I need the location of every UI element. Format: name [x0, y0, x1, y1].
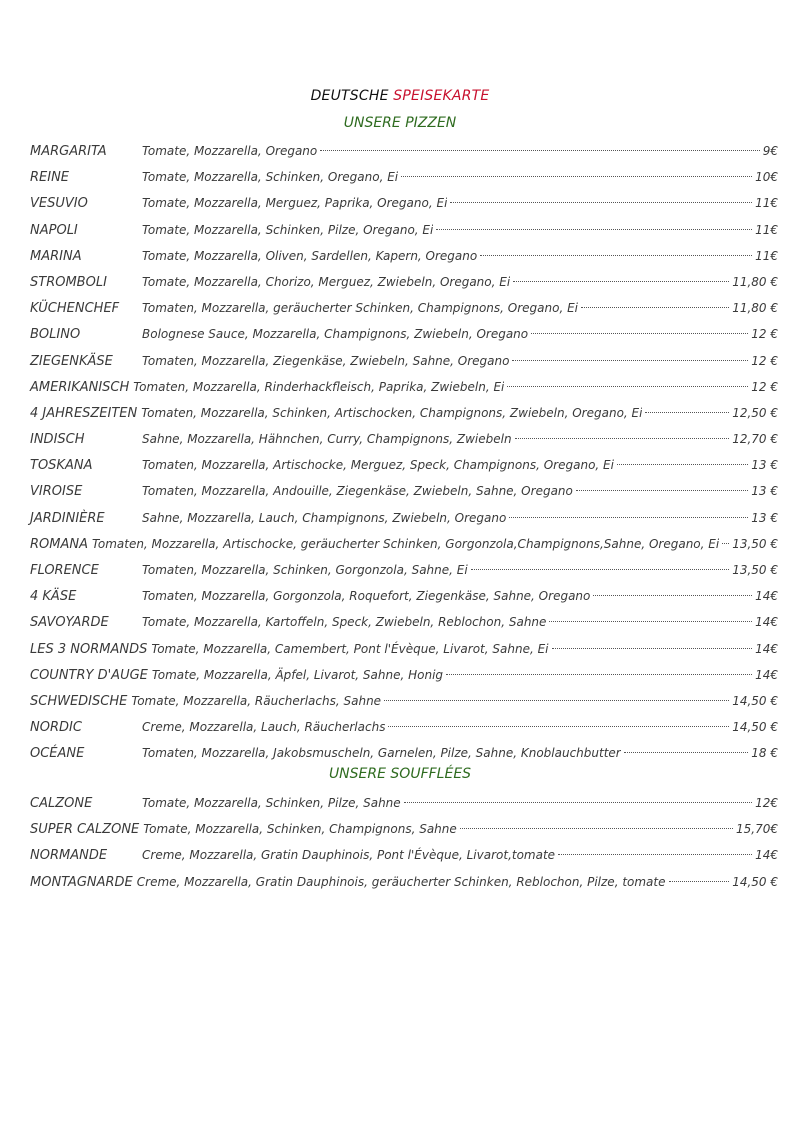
menu-item-description: Tomate, Mozzarella, Oliven, Sardellen, Kapern, Oregano — [142, 248, 478, 263]
dot-leader — [722, 543, 729, 544]
menu-item-price: 11,80 € — [732, 274, 778, 289]
menu-item-price: 12 € — [751, 379, 778, 394]
menu-item-description: Tomaten, Mozzarella, geräucherter Schinken, Champignons, Oregano, Ei — [142, 301, 578, 316]
menu-item-description: Sahne, Mozzarella, Hähnchen, Curry, Champignons, Zwiebeln — [142, 432, 512, 447]
menu-item — [30, 138, 778, 164]
menu-item-name: NORDIC — [30, 720, 82, 736]
menu-item-description: Tomate, Mozzarella, Kartoffeln, Speck, Zwiebeln, Reblochon, Sahne — [142, 615, 547, 630]
menu-item-price: 18 € — [751, 746, 778, 761]
menu-item-name: ROMANA — [30, 536, 88, 552]
dot-leader — [617, 464, 748, 465]
menu-item-name: MARINA — [30, 248, 82, 264]
dot-leader — [436, 229, 752, 230]
menu-item-name: SUPER CALZONE — [30, 822, 140, 838]
dot-leader — [549, 621, 752, 622]
menu-item — [30, 842, 778, 868]
menu-item — [30, 190, 778, 216]
menu-item — [30, 400, 778, 426]
menu-item-description: Tomaten, Mozzarella, Gorgonzola, Roquefort, Ziegenkäse, Sahne, Oregano — [142, 589, 591, 604]
menu-item — [30, 790, 778, 816]
menu-item — [30, 869, 778, 895]
menu-item — [30, 269, 778, 295]
menu-item-name: MARGARITA — [30, 144, 107, 159]
menu-item-price: 13 € — [751, 484, 778, 499]
menu-item-price: 12,50 € — [732, 405, 778, 420]
menu-item — [30, 243, 778, 269]
menu-item-price: 14€ — [755, 589, 778, 604]
dot-leader — [401, 176, 752, 177]
dot-leader — [558, 854, 752, 855]
menu-item-description: Tomaten, Mozzarella, Andouille, Ziegenkäse, Zwiebeln, Sahne, Oregano — [142, 484, 573, 499]
dot-leader — [515, 438, 730, 439]
dot-leader — [669, 881, 730, 882]
menu-item-price: 9€ — [762, 144, 778, 158]
dot-leader — [384, 700, 729, 701]
menu-item — [30, 452, 778, 478]
menu-item-name: SAVOYARDE — [30, 615, 109, 631]
menu-item-description: Creme, Mozzarella, Gratin Dauphinois, Pont l'Évèque, Livarot,tomate — [142, 848, 556, 863]
menu-item-name: 4 KÄSE — [30, 589, 77, 605]
menu-item — [30, 505, 778, 531]
menu-item — [30, 557, 778, 583]
menu-item-price: 14€ — [755, 641, 778, 656]
menu-item-description: Tomaten, Mozzarella, Artischocke, geräucherter Schinken, Gorgonzola,Champignons,Sahne, Oregano, Ei — [92, 536, 720, 551]
menu-item-name: NORMANDE — [30, 848, 108, 864]
menu-item — [30, 714, 778, 740]
dot-leader — [446, 674, 752, 675]
menu-item-description: Tomate, Mozzarella, Merguez, Paprika, Oregano, Ei — [142, 196, 448, 211]
menu-item-name: FLORENCE — [30, 563, 99, 578]
menu-item-description: Creme, Mozzarella, Gratin Dauphinois, geräucherter Schinken, Reblochon, Pilze, tomate — [136, 874, 666, 889]
menu-item-price: 12 € — [751, 327, 778, 342]
menu-item-price: 13,50 € — [732, 536, 778, 551]
dot-leader — [531, 333, 748, 334]
dot-leader — [576, 490, 748, 491]
menu-item-price: 12€ — [755, 796, 778, 810]
pizza-list — [30, 138, 778, 767]
menu-item — [30, 609, 778, 635]
menu-item-price: 15,70€ — [736, 822, 778, 837]
menu-item-description: Tomate, Mozzarella, Schinken, Pilze, Oregano, Ei — [142, 222, 434, 237]
menu-item-name: INDISCH — [30, 432, 85, 448]
menu-item-description: Tomate, Mozzarella, Oregano — [142, 144, 318, 158]
menu-item-price: 14,50 € — [732, 874, 778, 889]
menu-item — [30, 688, 778, 714]
menu-item-name: TOSKANA — [30, 458, 93, 474]
menu-item-description: Sahne, Mozzarella, Lauch, Champignons, Zwiebeln, Oregano — [142, 510, 507, 525]
menu-item — [30, 583, 778, 609]
menu-item-name: ZIEGENKÄSE — [30, 353, 113, 369]
menu-item — [30, 295, 778, 321]
title-accent: SPEISEKARTE — [393, 88, 490, 104]
menu-item-price: 13,50 € — [732, 563, 778, 577]
menu-item — [30, 321, 778, 347]
menu-item-description: Bolognese Sauce, Mozzarella, Champignons, Zwiebeln, Oregano — [142, 327, 529, 342]
dot-leader — [404, 802, 752, 803]
dot-leader — [460, 828, 733, 829]
section-heading-souffles: UNSERE SOUFFLÉES — [328, 766, 472, 782]
menu-item — [30, 636, 778, 662]
menu-item-description: Tomaten, Mozzarella, Artischocke, Merguez, Speck, Champignons, Oregano, Ei — [142, 458, 614, 473]
menu-item-name: 4 JAHRESZEITEN — [30, 405, 138, 421]
dot-leader — [512, 360, 748, 361]
menu-item-name: OCÉANE — [30, 746, 85, 762]
menu-item-description: Tomate, Mozzarella, Camembert, Pont l'Évèque, Livarot, Sahne, Ei — [151, 641, 549, 656]
menu-item-price: 12 € — [751, 353, 778, 368]
menu-item-price: 13 € — [751, 510, 778, 525]
menu-item — [30, 531, 778, 557]
menu-item — [30, 348, 778, 374]
menu-item-price: 11€ — [755, 248, 778, 263]
menu-item-price: 11,80 € — [732, 301, 778, 316]
menu-item-price: 14€ — [755, 848, 778, 863]
dot-leader — [320, 150, 759, 151]
menu-item-description: Tomate, Mozzarella, Chorizo, Merguez, Zwiebeln, Oregano, Ei — [142, 274, 511, 289]
menu-item-name: VIROISE — [30, 484, 83, 500]
menu-item-name: REINE — [30, 170, 70, 186]
menu-item-description: Creme, Mozzarella, Lauch, Räucherlachs — [142, 720, 386, 735]
menu-item-name: VESUVIO — [30, 196, 88, 212]
dot-leader — [507, 386, 748, 387]
dot-leader — [513, 281, 729, 282]
menu-item-name: JARDINIÈRE — [30, 510, 105, 526]
menu-item-price: 14,50 € — [732, 720, 778, 735]
dot-leader — [581, 307, 729, 308]
dot-leader — [624, 752, 749, 753]
menu-item-name: STROMBOLI — [30, 274, 107, 290]
menu-item-description: Tomaten, Mozzarella, Ziegenkäse, Zwiebeln, Sahne, Oregano — [142, 353, 510, 368]
menu-item-price: 14€ — [755, 667, 778, 682]
dot-leader — [509, 517, 748, 518]
menu-item-name: LES 3 NORMANDS — [30, 641, 148, 657]
menu-item — [30, 740, 778, 766]
menu-item — [30, 217, 778, 243]
menu-item-name: AMERIKANISCH — [30, 379, 130, 395]
menu-item-price: 11€ — [755, 222, 778, 237]
dot-leader — [471, 569, 729, 570]
menu-item — [30, 478, 778, 504]
menu-item-description: Tomate, Mozzarella, Äpfel, Livarot, Sahne, Honig — [151, 667, 444, 682]
section-heading-pizzen: UNSERE PIZZEN — [343, 115, 457, 131]
menu-item — [30, 816, 778, 842]
menu-item-description: Tomate, Mozzarella, Schinken, Pilze, Sahne — [142, 796, 401, 810]
menu-item-description: Tomaten, Mozzarella, Schinken, Artischocken, Champignons, Zwiebeln, Oregano, Ei — [141, 405, 643, 420]
menu-item — [30, 164, 778, 190]
menu-item-name: CALZONE — [30, 796, 93, 811]
menu-item-description: Tomate, Mozzarella, Räucherlachs, Sahne — [131, 693, 382, 708]
souffle-list — [30, 790, 778, 895]
menu-item-description: Tomaten, Mozzarella, Rinderhackfleisch, Paprika, Zwiebeln, Ei — [133, 379, 505, 394]
page-title — [0, 88, 800, 104]
menu-item-name: SCHWEDISCHE — [30, 693, 128, 709]
dot-leader — [645, 412, 729, 413]
dot-leader — [480, 255, 752, 256]
menu-item-price: 10€ — [755, 170, 778, 185]
menu-item-name: MONTAGNARDE — [30, 874, 133, 890]
dot-leader — [593, 595, 752, 596]
dot-leader — [552, 648, 753, 649]
menu-item-description: Tomate, Mozzarella, Schinken, Champignons, Sahne — [143, 822, 457, 837]
dot-leader — [388, 726, 729, 727]
menu-item-name: NAPOLI — [30, 222, 78, 238]
menu-item-name: BOLINO — [30, 327, 81, 343]
menu-item-description: Tomaten, Mozzarella, Jakobsmuscheln, Garnelen, Pilze, Sahne, Knoblauchbutter — [142, 746, 621, 761]
title-main: DEUTSCHE — [310, 88, 389, 104]
menu-item — [30, 426, 778, 452]
menu-item-price: 14€ — [755, 615, 778, 630]
menu-item-price: 11€ — [755, 196, 778, 211]
menu-item-price: 12,70 € — [732, 432, 778, 447]
menu-item-description: Tomaten, Mozzarella, Schinken, Gorgonzola, Sahne, Ei — [142, 563, 468, 577]
menu-item — [30, 374, 778, 400]
menu-item-description: Tomate, Mozzarella, Schinken, Oregano, Ei — [142, 170, 399, 185]
menu-item-name: COUNTRY D'AUGE — [30, 667, 148, 683]
menu-item — [30, 662, 778, 688]
menu-item-name: KÜCHENCHEF — [30, 301, 120, 317]
dot-leader — [450, 202, 752, 203]
menu-item-price: 14,50 € — [732, 693, 778, 708]
menu-item-price: 13 € — [751, 458, 778, 473]
